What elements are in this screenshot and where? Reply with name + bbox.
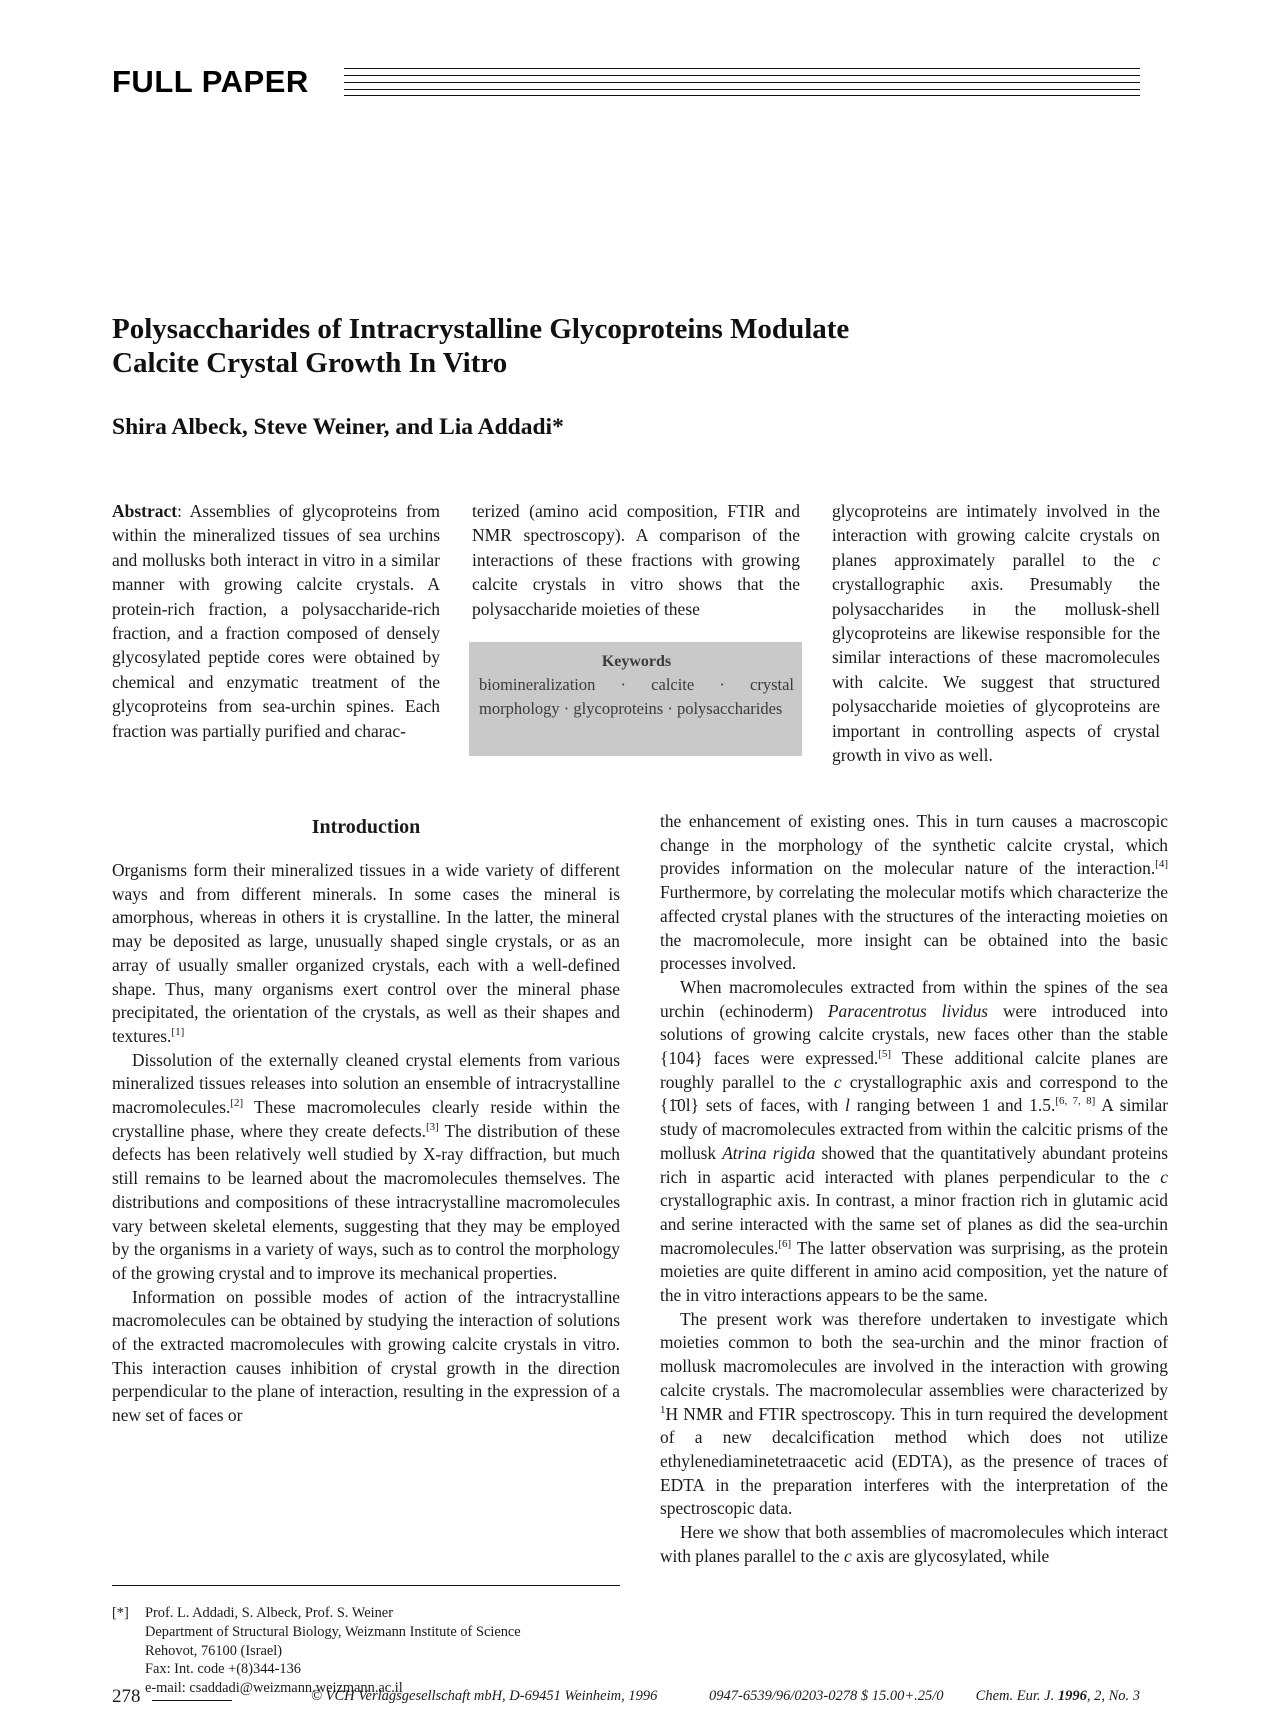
intro-paragraph-7: Here we show that both assemblies of macromolecules which interact with planes parallel to the c axis are glycosylated, while: [660, 1522, 1168, 1566]
author-footnote: [112, 1604, 620, 1698]
title-line-1: Polysaccharides of Intracrystalline Glycoproteins Modulate: [112, 313, 850, 345]
page-number: 278: [112, 1686, 141, 1707]
article-title: [112, 312, 1012, 380]
section-header: [112, 64, 1140, 100]
author-list: Shira Albeck, Steve Weiner, and Lia Addadi*: [112, 414, 564, 440]
intro-paragraph-4: the enhancement of existing ones. This in turn causes a macroscopic change in the morphology of the synthetic calcite crystal, which provides information on the molecular nature of the interaction.[4] Furthermore, by correlating the molecular motifs which characterize the affected crystal planes with the structures of the interacting moieties on the macromolecule, more insight can be obtained into the basic processes involved.: [660, 811, 1168, 974]
footnote-rule: [112, 1585, 620, 1586]
intro-paragraph-3: Information on possible modes of action of the intracrystalline macromolecules can be obtained by studying the interaction of solutions of the extracted macromolecules with growing calcite crystals in vitro. This interaction causes inhibition of crystal growth in the direction perpendicular to the plane of interaction, resulting in the expression of a new set of faces or: [112, 1286, 620, 1426]
page-footer: [112, 1688, 1140, 1712]
footnote-fax: Fax: Int. code +(8)344-136: [145, 1661, 301, 1678]
intro-paragraph-6: The present work was therefore undertaken to investigate which moieties common to both the sea-urchin and the minor fraction of mollusk macromolecules are involved in the interaction with growing calcite crystals. The macromolecular assemblies were characterized by $^1$H NMR and FTIR spectroscopy. This in turn required the development of a new decalcification method which does not utilize ethylenediaminetetraacetic acid (EDTA), as the presence of traces of EDTA in the preparation interferes with the interpretation of the spectroscopic data.: [660, 1308, 1168, 1519]
issn-line: 0947-6539/96/0203-0278 $ 15.00+.25/0: [709, 1688, 944, 1704]
intro-paragraph-5: When macromolecules extracted from within the spines of the sea urchin (echinoderm) Paracentrotus lividus were introduced into solutions of growing calcite crystals, new faces other than the stable {104} faces were expressed.[5] These additional calcite planes are roughly parallel to the c crystallographic axis and correspond to the {1̄0l} sets of faces, with l ranging between 1 and 1.5.[6, 7, 8] A similar study of macromolecules extracted from within the calcitic prisms of the mollusk Atrina rigida showed that the quantitatively abundant proteins rich in aspartic acid interacted with planes perpendicular to the c crystallographic axis. In contrast, a minor fraction rich in glutamic acid and serine interacted with the same set of planes as did the sea-urchin macromolecules.[6] The latter observation was surprising, as the protein moieties are quite different in amino acid composition, yet the nature of the in vitro interactions appears to be the same.: [660, 976, 1169, 1306]
introduction-heading: Introduction: [311, 816, 421, 838]
header-rules: [344, 68, 1140, 96]
footnote-address: Rehovot, 76100 (Israel): [145, 1642, 283, 1659]
abstract-label: Abstract: [112, 501, 178, 521]
footnote-email: e-mail: csaddadi@weizmann.weizmann.ac.il: [145, 1680, 403, 1697]
keywords-list: biomineralization · calcite · crystal morphology · glycoproteins · polysaccharides: [479, 675, 794, 718]
intro-paragraph-1: Organisms form their mineralized tissues in a wide variety of different ways and from different minerals. In some cases the mineral is amorphous, whereas in others it is crystalline. In the latter, the mineral may be deposited as large, unusually shaped single crystals, or as an array of usually smaller organized crystals, each with a well-defined shape. Thus, many organisms exert control over the mineral phase precipitated, the orientation of the crystals, as well as their shapes and textures.[1]: [112, 860, 620, 1046]
body-column-left: [112, 859, 620, 1428]
abstract-column-1: Abstract: Assemblies of glycoproteins from within the mineralized tissues of sea urchins and mollusks both interact in vitro in a similar manner with growing calcite crystals. A protein-rich fraction, a polysaccharide-rich fraction, and a fraction composed of densely glycosylated peptide cores were obtained by chemical and enzymatic treatment of the glycoproteins from sea-urchin spines. Each fraction was partially purified and charac-: [112, 501, 440, 741]
title-line-2: Calcite Crystal Growth In Vitro: [112, 347, 508, 379]
keywords-title: Keywords: [601, 653, 672, 670]
footnote-mark: [*]: [112, 1605, 129, 1621]
intro-paragraph-2: Dissolution of the externally cleaned crystal elements from various mineralized tissues releases into solution an ensemble of intracrystalline macromolecules.[2] These macromolecules clearly reside within the crystalline phase, where they create defects.[3] The distribution of these defects has been relatively well studied by X-ray diffraction, but much still remains to be learned about the macromolecules themselves. The distributions and compositions of these intracrystalline macromolecules vary between skeletal elements, suggesting that they may be employed by the organisms in a variety of ways, such as to control the morphology of the growing crystal and to improve its mechanical properties.: [112, 1049, 620, 1283]
section-label: FULL PAPER: [112, 64, 309, 99]
page-number-rule: [152, 1700, 232, 1701]
footnote-department: Department of Structural Biology, Weizmann Institute of Science: [145, 1623, 521, 1640]
footnote-authors: Prof. L. Addadi, S. Albeck, Prof. S. Weiner: [145, 1605, 393, 1621]
journal-citation: Chem. Eur. J. 1996, 2, No. 3: [975, 1688, 1140, 1704]
publisher-line: © VCH Verlagsgesellschaft mbH, D-69451 Weinheim, 1996: [311, 1688, 658, 1704]
abstract-column-2: terized (amino acid composition, FTIR and NMR spectroscopy). A comparison of the interactions of these fractions with growing calcite crystals in vitro shows that the polysaccharide moieties of these: [472, 501, 800, 619]
keywords-box: [469, 642, 802, 756]
body-column-right: [660, 810, 1168, 1569]
abstract-column-3: glycoproteins are intimately involved in the interaction with growing calcite crystals on planes approximately parallel to the c crystallographic axis. Presumably the polysaccharides in the mollusk-shell glycoproteins are likewise responsible for the similar interactions of these macromolecules with calcite. We suggest that structured polysaccharide moieties of glycoproteins are important in controlling aspects of crystal growth in vivo as well.: [832, 501, 1160, 766]
